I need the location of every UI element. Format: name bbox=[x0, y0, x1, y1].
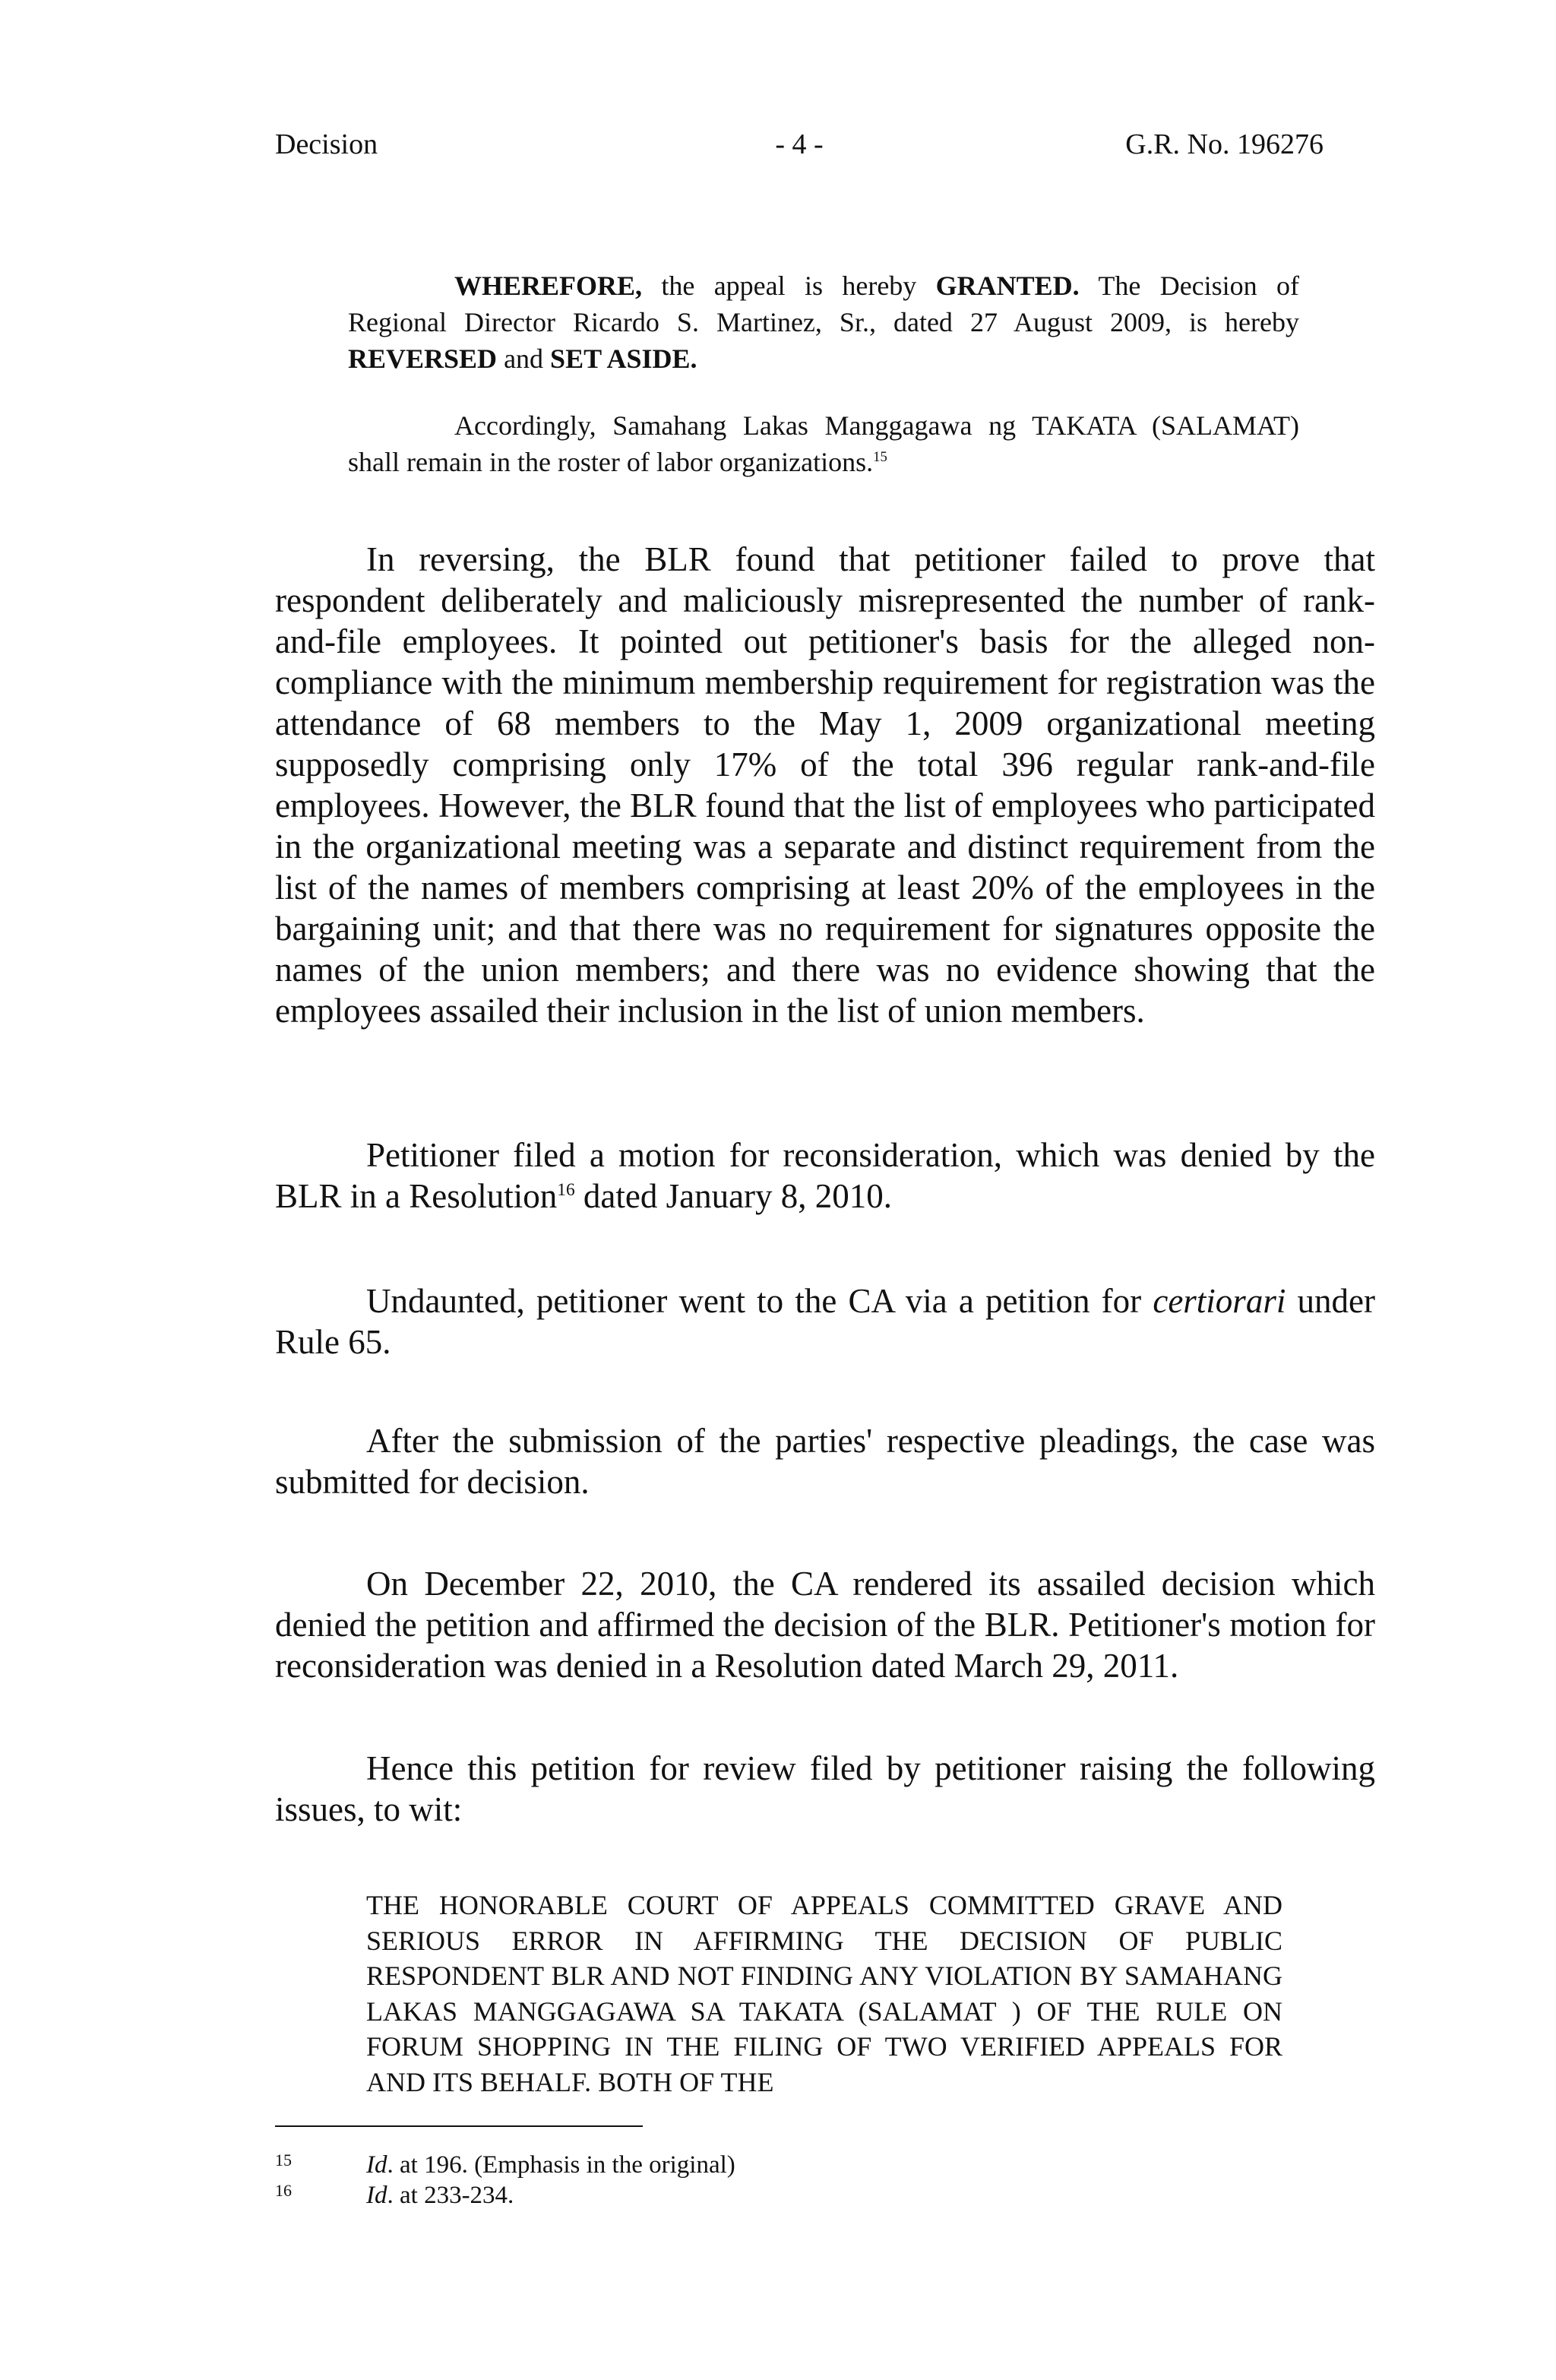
footnote-text bbox=[366, 2181, 514, 2210]
paragraph-ca-decision bbox=[275, 1563, 1375, 1686]
issues-block: THE HONORABLE COURT OF APPEALS COMMITTED GRAVE AND SERIOUS ERROR IN AFFIRMING THE DECISION OF PUBLIC RESPONDENT BLR AND NOT FINDING ANY VIOLATION BY SAMAHANG LAKAS MANGGAGAWA SA TAKATA (SALAMAT ) OF THE RULE ON FORUM SHOPPING IN THE FILING OF TWO VERIFIED APPEALS FOR AND ITS BEHALF. BOTH OF THE bbox=[366, 1890, 1282, 2097]
quote-text: Accordingly, Samahang Lakas Manggagawa ng TAKATA (SALAMAT) shall remain in the roster of labor organizations. bbox=[348, 410, 1299, 477]
footnote-id: Id bbox=[366, 2182, 387, 2209]
quote-wherefore: WHEREFORE, bbox=[454, 271, 643, 301]
header-page-number: - 4 - bbox=[775, 128, 824, 160]
header-doc-type: Decision bbox=[275, 128, 378, 160]
paragraph-text-part: Undaunted, petitioner went to the CA via a petition for bbox=[366, 1282, 1153, 1320]
certiorari-italic: certiorari bbox=[1153, 1282, 1286, 1320]
footnote-number: 16 bbox=[275, 2181, 292, 2200]
footnote-id: Id bbox=[366, 2151, 387, 2179]
footnote-number: 15 bbox=[275, 2151, 292, 2170]
paragraph-certiorari bbox=[275, 1280, 1375, 1362]
footnote-text bbox=[366, 2151, 735, 2179]
paragraph-text bbox=[275, 1280, 1375, 1362]
page-header bbox=[275, 128, 1324, 166]
paragraph-petition-review bbox=[275, 1748, 1375, 1830]
paragraph-text: On December 22, 2010, the CA rendered its assailed decision which denied the petition and affirmed the decision of the BLR. Petitioner's motion for reconsideration was denied in a Resolution dated March 29, 2011. bbox=[275, 1565, 1375, 1685]
quote-text: and bbox=[497, 343, 551, 374]
quote-paragraph-2 bbox=[348, 407, 1299, 480]
quote-text: the appeal is hereby bbox=[642, 271, 936, 301]
footnote-rest: . at 233-234. bbox=[387, 2182, 514, 2209]
quote-text: The Decision of Regional Director Ricardo S. Martinez, Sr., dated 27 August 2009, is hereby bbox=[348, 271, 1300, 337]
footnote-rest: . at 196. (Emphasis in the original) bbox=[387, 2151, 735, 2179]
footnote-divider bbox=[275, 2125, 643, 2127]
footnote-ref-16: 16 bbox=[557, 1180, 575, 1200]
paragraph-text-part: under Rule 65. bbox=[275, 1282, 1375, 1361]
quoted-accordingly bbox=[348, 407, 1299, 480]
paragraph-text-part: dated January 8, 2010. bbox=[574, 1177, 893, 1215]
paragraph-blr-reversal bbox=[275, 539, 1375, 1031]
footnote-ref-15: 15 bbox=[873, 449, 887, 465]
header-case-number: G.R. No. 196276 bbox=[1125, 128, 1324, 160]
quote-set-aside: SET ASIDE. bbox=[550, 343, 697, 374]
paragraph-motion-reconsideration bbox=[275, 1135, 1375, 1217]
paragraph-text-part: Petitioner filed a motion for reconsideration, which was denied by the BLR in a Resolution bbox=[275, 1136, 1375, 1215]
paragraph-text bbox=[275, 1135, 1375, 1217]
paragraph-text: Hence this petition for review filed by petitioner raising the following issues, to wit: bbox=[275, 1749, 1375, 1828]
quote-paragraph-1 bbox=[348, 267, 1299, 377]
paragraph-submission bbox=[275, 1420, 1375, 1502]
paragraph-text: After the submission of the parties' respective pleadings, the case was submitted for decision. bbox=[275, 1422, 1375, 1501]
quoted-dispositive bbox=[348, 267, 1299, 377]
paragraph-text: In reversing, the BLR found that petitioner failed to prove that respondent deliberately and maliciously misrepresented the number of rank-and-file employees. It pointed out petitioner's basis for the alleged non-compliance with the minimum membership requirement for registration was the attendance of 68 members to the May 1, 2009 organizational meeting supposedly comprising only 17% of the total 396 regular rank-and-file employees. However, the BLR found that the list of employees who participated in the organizational meeting was a separate and distinct requirement from the list of the names of members comprising at least 20% of the employees in the bargaining unit; and that there was no requirement for signatures opposite the names of the union members; and there was no evidence showing that the employees assailed their inclusion in the list of union members. bbox=[275, 540, 1375, 1030]
quote-granted: GRANTED. bbox=[935, 271, 1080, 301]
quote-reversed: REVERSED bbox=[348, 343, 498, 374]
